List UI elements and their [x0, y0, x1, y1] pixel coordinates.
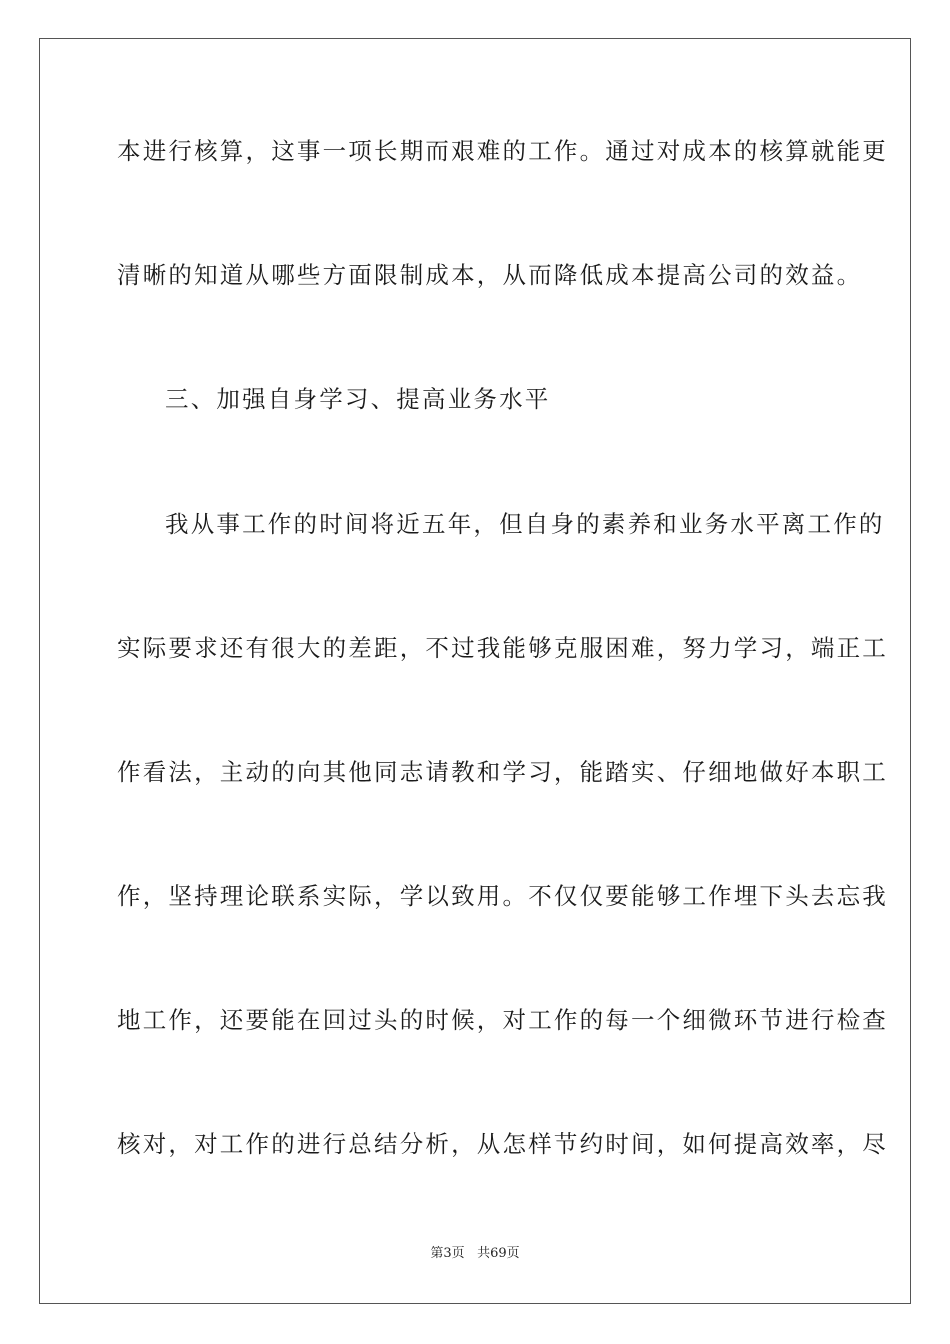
body-text-line: 作，坚持理论联系实际，学以致用。不仅仅要能够工作埋下头去忘我 [117, 882, 888, 910]
body-text-line: 清晰的知道从哪些方面限制成本，从而降低成本提高公司的效益。 [117, 261, 863, 289]
body-text-line: 本进行核算，这事一项长期而艰难的工作。通过对成本的核算就能更 [117, 137, 888, 165]
body-text-line: 地工作，还要能在回过头的时候，对工作的每一个细微环节进行检查 [117, 1006, 888, 1034]
body-text-line: 核对，对工作的进行总结分析，从怎样节约时间，如何提高效率，尽 [117, 1130, 888, 1158]
page-frame [39, 38, 911, 1304]
section-heading: 三、加强自身学习、提高业务水平 [165, 385, 551, 413]
body-text-line: 作看法，主动的向其他同志请教和学习，能踏实、仔细地做好本职工 [117, 758, 888, 786]
page-number: 第3页 [430, 1246, 465, 1261]
page-total: 共69页 [477, 1246, 520, 1261]
page-footer [0, 1246, 950, 1262]
body-text-line: 我从事工作的时间将近五年，但自身的素养和业务水平离工作的 [165, 510, 885, 538]
body-text-line: 实际要求还有很大的差距，不过我能够克服困难，努力学习，端正工 [117, 634, 888, 662]
